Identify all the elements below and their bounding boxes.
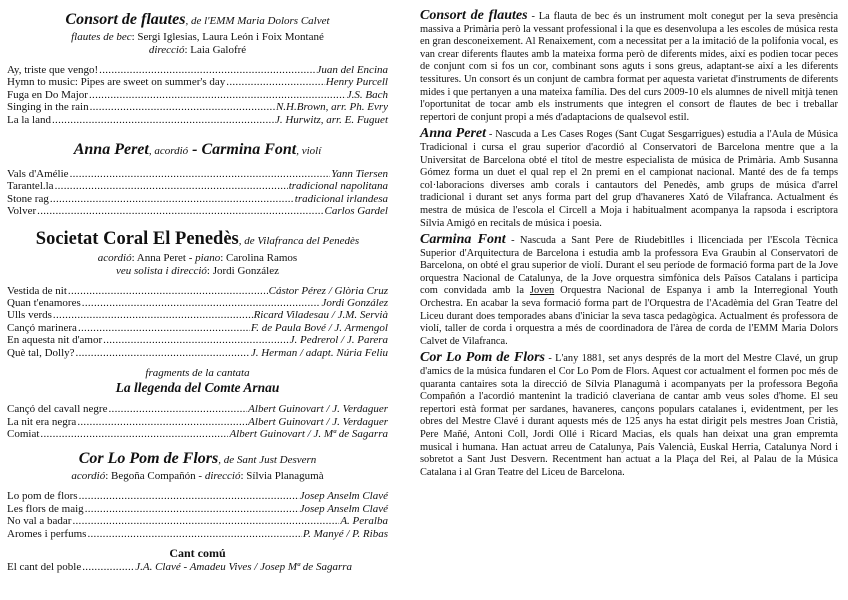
- piece-row: [7, 89, 388, 101]
- piece-row: [7, 297, 388, 309]
- piece-author: Josep Anselm Clavé: [299, 502, 388, 515]
- consort-credit-2: [7, 44, 388, 57]
- piece-row: [7, 416, 388, 428]
- piece-author: Josep Anselm Clavé: [299, 490, 388, 503]
- piece-title: Cançó marinera: [7, 321, 77, 334]
- bio-pom-de-flors: [420, 352, 838, 479]
- piece-title: No val a badar: [7, 515, 72, 528]
- piece-row: [7, 561, 388, 573]
- bio-lead: Cor Lo Pom de Flors: [420, 350, 545, 366]
- piece-title: Què tal, Dolly?: [7, 346, 75, 359]
- piece-title: Aromes i perfums: [7, 527, 87, 540]
- bio-text: - La flauta de bec és un instrument molt conegut per la seva presència massiva a Primària però la vessant professional i la que es desenvolupa a les escoles de música resta en gran desconeixement. Al Renaixement, com a necessitat per a la imitació de la polifonia vocal, es van crear diferents flautes amb la mateixa forma però de diferents mides, així es podien tocar peces de conjunt com si fos un cor, combinant sons aguts i sons greus, adaptant-se així a les diferents tessitures. Un consort és un conjunt de cambra format per aquesta varietat d'instruments de diferents mides i que pertanyen a una mateixa família. Des del curs 2009-10 els alumnes de nivell mitjà tenen l'oportunitat de tocar amb els instruments que integren el consort de flautes de bec i treballar repertori de conjunt propi a més d'adaptacions de qualsevol estil.: [420, 11, 839, 123]
- piece-author: Carlos Gardel: [324, 205, 388, 218]
- piece-author: Albert Guinovart / J. Verdaguer: [248, 403, 388, 416]
- piece-row: [7, 428, 388, 440]
- credit-label: direcció: [148, 44, 185, 56]
- bio-anna-peret: [420, 128, 838, 230]
- piece-title: Cançó del cavall negre: [7, 403, 108, 416]
- group-title: Societat Coral El Penedès: [35, 228, 239, 249]
- bio-text: - L'any 1881, set anys després de la mort del Mestre Clavé, un grup d'amics de la música fundaren el Cor Lo Pom de Flors. Aquest cor actualment el formen poc més de quaranta cantaires sota la direcció de Sílvia Planagumà i acompanyats per la professora Begoña Compañón a l'acordió mantenint la tradició claveriana de cantar amb veus soles d'home. El seu repertori està format per sardanes, havaneres, cançons populars catalanes i, evidentment, per les obres del Mestre Clavé i durant aquests més de 125 anys ha estat dirigit pels mestres Joan Cristià, Pere Mañé, Antoni Coll, Jordi Ollé i Ricard Macias, els quals han deixat una gran empremta musical i humana. Han actuat arreu de Catalunya, País Valencià, Euskal Herria, Catalunya Nord i sobretot a Sant Just Desvern. Recentment han actuat a la Plaça del Rei, al Palau de la Música Catalana i al Gran Teatre del Liceu de Barcelona.: [420, 353, 838, 478]
- piece-author: A. Peralba: [340, 515, 388, 528]
- cantata-piece-list: [7, 403, 388, 440]
- piece-author: J. Herman / adapt. Núria Feliu: [250, 346, 388, 359]
- piece-row: [7, 403, 388, 415]
- credit-label: acordió: [71, 470, 106, 483]
- credit-label: direcció: [204, 470, 241, 483]
- piece-title: Lo pom de flors: [7, 490, 78, 503]
- piece-title: Ulls verds: [7, 309, 52, 322]
- bio-text: Orquestra Nacional de Espanya i amb la Interregional Youth Orchestra. En acabar la seva formació forma part de l'Orquestra de l'Acadèmia del Gran Teatre del Liceu durant does temporades abans d'iniciar la seva tasca pedagògica. Actualment és professora de violí, taller de corda i orquestra a més de coordinadora de l'àrea de corda de l'EMM Maria Dolors Calvet de Vilafranca.: [420, 285, 838, 347]
- common-song-label: Cant comú: [169, 545, 226, 560]
- piece-author: Albert Guinovart / J. Mª de Sagarra: [229, 427, 388, 440]
- piece-title: Hymn to music: Pipes are sweet on summer's day: [7, 76, 226, 89]
- coral-credit-1: [7, 252, 388, 265]
- common-piece-list: [7, 561, 388, 573]
- piece-row: [7, 322, 388, 334]
- bio-underlined-word: Joven: [529, 285, 555, 297]
- group-subtitle: , de Sant Just Desvern: [218, 454, 317, 467]
- piece-author: Yann Tiersen: [331, 168, 388, 181]
- piece-title: La nit era negra: [7, 415, 77, 428]
- credit-value: : Carolina Ramos: [220, 251, 298, 264]
- credit-value: : Anna Peret -: [131, 251, 196, 264]
- piece-author: Cástor Pérez / Glòria Cruz: [268, 284, 388, 297]
- credit-value: : Laia Galofré: [184, 44, 247, 56]
- piece-author: F. de Paula Bové / J. Armengol: [250, 321, 388, 334]
- piece-title: Singing in the rain: [7, 101, 89, 114]
- piece-author: J.S. Bach: [346, 88, 388, 101]
- piece-row: [7, 168, 388, 180]
- piece-title: Les flors de maig: [7, 502, 84, 515]
- group-subtitle: , de l'EMM Maria Dolors Calvet: [185, 15, 330, 27]
- piece-author: J. Hurwitz, arr. E. Fuguet: [274, 113, 388, 126]
- instrument-label: , acordió: [148, 145, 189, 158]
- piece-title: Volver: [7, 205, 37, 218]
- bio-carmina-font: [420, 234, 838, 348]
- cantata-title: La llegenda del Comte Arnau: [115, 380, 280, 396]
- piece-row: [7, 515, 388, 527]
- piece-row: [7, 193, 388, 205]
- pom-heading: [7, 449, 388, 470]
- bio-lead: Anna Peret: [420, 126, 487, 142]
- separator: -: [188, 141, 202, 159]
- piece-row: [7, 205, 388, 217]
- credit-value: : Sergi Iglesias, Laura León i Foix Montané: [131, 31, 324, 43]
- piece-author: Henry Purcell: [325, 76, 388, 89]
- piece-author: J.A. Clavé - Amadeu Vives / Josep Mª de Sagarra: [135, 560, 353, 573]
- piece-title: Vals d'Amélie: [7, 168, 69, 181]
- piece-author: tradicional irlandesa: [294, 192, 388, 205]
- duo-piece-list: [7, 168, 388, 218]
- credit-label: veu solista i direcció: [115, 264, 207, 277]
- piece-title: Fuga en Do Major: [7, 88, 88, 101]
- credit-value: : Sílvia Planagumà: [240, 470, 324, 483]
- piece-author: J. Pedrerol / J. Parera: [289, 334, 388, 347]
- coral-credit-2: [7, 265, 388, 278]
- piece-title: Ay, triste que vengo!: [7, 64, 99, 76]
- piece-row: [7, 180, 388, 192]
- piece-title: Comiat: [7, 427, 40, 440]
- coral-piece-list: [7, 285, 388, 359]
- piece-author: Albert Guinovart / J. Verdaguer: [248, 415, 388, 428]
- piece-title: Quan t'enamores: [7, 297, 81, 310]
- piece-row: [7, 503, 388, 515]
- piece-row: [7, 114, 388, 126]
- credit-label: piano: [195, 251, 221, 264]
- group-subtitle: , de Vilafranca del Penedès: [238, 234, 360, 247]
- credit-value: : Begoña Compañón -: [105, 470, 205, 483]
- bio-lead: Carmina Font: [420, 232, 506, 248]
- consort-piece-list: [7, 64, 388, 126]
- piece-author: Jordi González: [321, 297, 388, 310]
- piece-row: [7, 490, 388, 502]
- piece-author: N.H.Brown, arr. Ph. Evry: [275, 101, 388, 114]
- bio-consort: [420, 10, 838, 124]
- piece-title: Tarantel.la: [7, 180, 54, 193]
- piece-author: P. Manyé / P. Ribas: [302, 527, 388, 540]
- piece-row: [7, 309, 388, 321]
- piece-title: Vestida de nit: [7, 284, 67, 297]
- piece-author: Juan del Encina: [316, 64, 388, 76]
- group-title-2: Carmina Font: [201, 141, 297, 159]
- notes-column: [420, 10, 838, 483]
- bio-lead: Consort de flautes: [420, 8, 528, 23]
- piece-row: [7, 528, 388, 540]
- fragments-label: fragments de la cantata: [145, 367, 250, 380]
- piece-row: [7, 347, 388, 359]
- consort-credit-1: [7, 31, 388, 44]
- piece-author: tradicional napolitana: [288, 180, 388, 193]
- pom-credit-1: [7, 470, 388, 483]
- piece-title: En aquesta nit d'amor: [7, 334, 103, 347]
- instrument-label: , violí: [296, 145, 322, 158]
- piece-row: [7, 285, 388, 297]
- piece-row: [7, 76, 388, 88]
- group-title: Anna Peret: [73, 141, 149, 159]
- consort-heading: [7, 10, 388, 31]
- piece-title: La la land: [7, 113, 51, 126]
- duo-heading: [7, 140, 388, 161]
- program-column: [7, 10, 388, 573]
- piece-author: Ricard Viladesau / J.M. Servià: [253, 309, 388, 322]
- piece-row: [7, 334, 388, 346]
- bio-text: - Nascuda a Les Cases Roges (Sant Cugat Sesgarrigues) estudia a l'Aula de Música Tradicional i cursa el grau superior d'acordió al Conservatori de Barcelona mentre que a la Universitat de Barcelona obté el títol de mestre especialista de música de Primària. Amb Susanna Gómez forma un duet el qual rep el 2n premi en el campionat nacional. Manté des de fa temps col·laboracions diverses amb corals i cantautors del Penedès, amb grups de música d'arrel tradicional i durant set anys forma part del grup d'havaneres Xató de Vilafranca. Actualment és mestra de música de l'escola el Circell a Moja i habitualment acompanya la rapsoda i escriptora Sílvia Amigó en recitals de música i poesia.: [420, 129, 839, 229]
- coral-heading: [7, 228, 388, 252]
- credit-label: flautes de bec: [71, 31, 132, 43]
- piece-title: Stone rag: [7, 192, 49, 205]
- group-title: Consort de flautes: [65, 11, 186, 28]
- piece-title: El cant del poble: [7, 560, 82, 573]
- pom-piece-list: [7, 490, 388, 540]
- bio-text: - Nascuda a Sant Pere de Riudebitlles i llicenciada per l'Escola Tècnica Superior d'Arquitectura de Barcelona i estudia amb la professora Eva Graubin al Conservatori de Barcelona, on obté el grau superior de violí. Durant el seu període de formació forma part de la Jove orquestra Nacional de Catalunya, de la Jove orquestra simfònica dels Països Catalans i participa com convidada amb la: [420, 235, 838, 297]
- credit-label: acordió: [97, 251, 132, 264]
- group-title: Cor Lo Pom de Flors: [78, 450, 219, 468]
- piece-row: [7, 64, 388, 76]
- piece-row: [7, 101, 388, 113]
- credit-value: : Jordi González: [206, 264, 280, 277]
